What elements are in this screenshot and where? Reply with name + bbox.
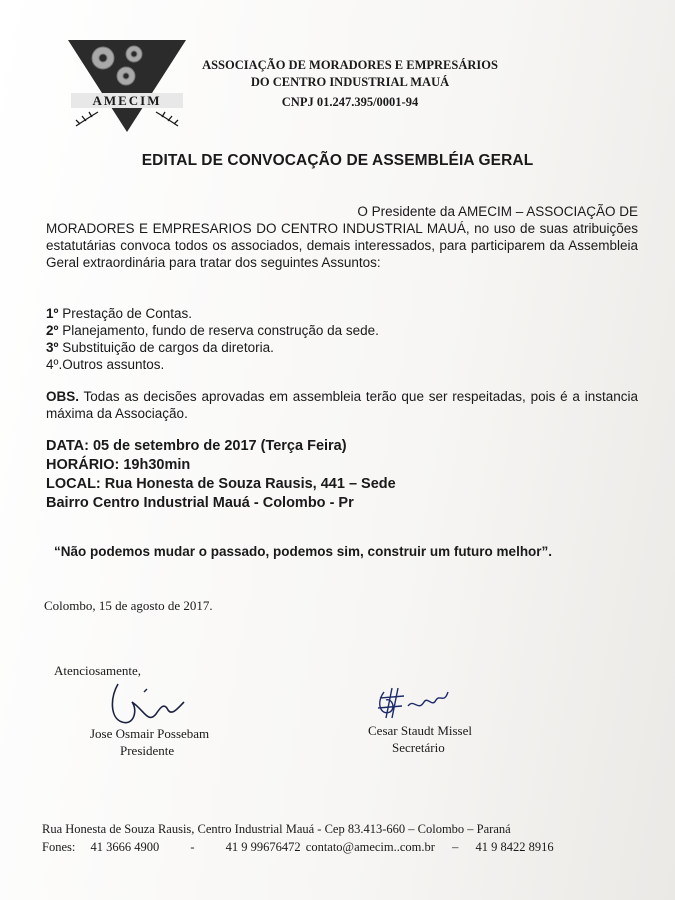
- page-title: EDITAL DE CONVOCAÇÃO DE ASSEMBLÉIA GERAL: [141, 152, 534, 169]
- president-role: Presidente: [120, 743, 175, 758]
- event-location: LOCAL: Rua Honesta de Souza Rausis, 441 – Sede: [46, 476, 396, 492]
- secretary-name: Cesar Staudt Missel: [368, 723, 472, 738]
- agenda-item: 3º Substituição de cargos da diretoria.: [46, 340, 274, 355]
- secretary-role: Secretário: [392, 740, 445, 755]
- intro-paragraph: MORADORES E EMPRESARIOS DO CENTRO INDUSTRIAL MAUÁ, no uso de suas atribuições estatutárias convoca todos os associados, demais interessados, para participarem da Assembleia Geral extraordinária para tratar dos seguintes Assuntos:: [46, 221, 638, 270]
- president-signature: [104, 680, 194, 730]
- agenda-item: 2º Planejamento, fundo de reserva construção da sede.: [46, 323, 379, 338]
- president-name: Jose Osmair Possebam: [90, 726, 210, 741]
- footer-contacts: Fones: 41 3666 4900 - 41 9 99676472 contato@amecim..com.br – 41 9 8422 8916: [42, 840, 554, 854]
- org-name-line1: ASSOCIAÇÃO DE MORADORES E EMPRESÁRIOS: [202, 58, 498, 72]
- phone: 41 9 8422 8916: [475, 840, 554, 854]
- email-link[interactable]: contato@amecim..com.br: [305, 840, 435, 854]
- place-date: Colombo, 15 de agosto de 2017.: [44, 598, 213, 613]
- closing: Atenciosamente,: [54, 663, 141, 678]
- event-district: Bairro Centro Industrial Mauá - Colombo - Pr: [46, 495, 354, 511]
- amecim-logo: [68, 40, 186, 134]
- logo-text: AMECIM: [92, 93, 162, 108]
- org-name-line2: DO CENTRO INDUSTRIAL MAUÁ: [250, 75, 450, 89]
- agenda-item: 1º Prestação de Contas.: [46, 306, 193, 321]
- obs-paragraph: OBS. Todas as decisões aprovadas em assembleia terão que ser respeitadas, pois é a instancia máxima da Associação.: [46, 389, 638, 421]
- footer-address: Rua Honesta de Souza Rausis, Centro Industrial Mauá - Cep 83.413-660 – Colombo – Paraná: [42, 822, 511, 836]
- phone: 41 9 99676472: [225, 840, 301, 854]
- phones-label: Fones:: [42, 840, 76, 854]
- intro-first-line: O Presidente da AMECIM – ASSOCIAÇÃO DE: [357, 204, 638, 219]
- secretary-signature: [372, 682, 462, 722]
- agenda-item: 4º.Outros assuntos.: [46, 357, 165, 372]
- event-date: DATA: 05 de setembro de 2017 (Terça Feira): [46, 438, 347, 454]
- quote: “Não podemos mudar o passado, podemos sim, construir um futuro melhor”.: [54, 544, 553, 559]
- event-time: HORÁRIO: 19h30min: [46, 457, 191, 473]
- phone: 41 3666 4900: [90, 840, 160, 854]
- cnpj: CNPJ 01.247.395/0001-94: [281, 95, 419, 109]
